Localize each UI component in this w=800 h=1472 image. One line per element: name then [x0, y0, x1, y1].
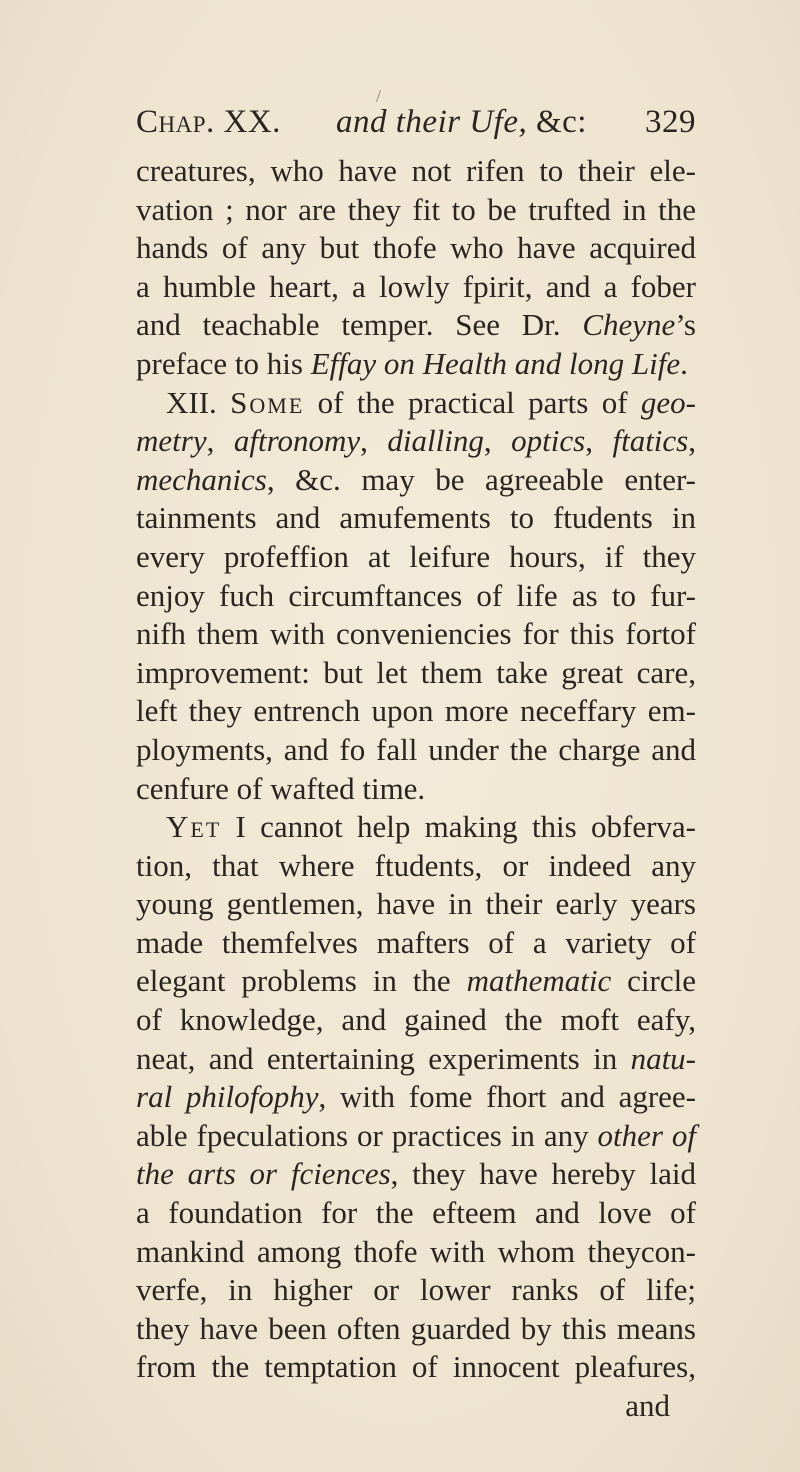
text-line — [136, 422, 696, 461]
text-line — [136, 461, 696, 500]
text-run: a humble heart, a lowly fpirit, and a fober — [136, 268, 696, 304]
text-line — [136, 1078, 696, 1117]
text-run: vation ; nor are they fit to be trufted in the — [136, 191, 696, 227]
text-run: , &c. may be agreeable enter- — [266, 461, 696, 497]
text-line — [136, 384, 696, 423]
text-line — [136, 1348, 696, 1387]
text-run: a foundation for the efteem and love of — [136, 1195, 696, 1231]
text-run: from the temptation of innocent pleafures, — [136, 1349, 696, 1385]
text-run: young gentlemen, have in their early years — [136, 886, 696, 922]
text-line — [136, 306, 696, 345]
text-line — [136, 577, 696, 616]
italic-phrase: ftatics — [612, 423, 689, 459]
text-line — [136, 1233, 696, 1272]
text-line — [136, 847, 696, 886]
text-line — [136, 808, 696, 847]
chapter-label: Chap. XX. — [136, 104, 281, 140]
small-caps-word: Yet — [166, 809, 222, 845]
margin-mark: / — [376, 86, 382, 106]
italic-phrase: mathematic — [466, 963, 612, 999]
italic-phrase: Effay on Health and long Life — [310, 345, 681, 381]
text-run: , — [688, 423, 696, 459]
italic-phrase: Cheyne — [582, 307, 676, 343]
text-run: made themfelves mafters of a variety of — [136, 924, 696, 960]
italic-phrase: dialling — [387, 423, 484, 459]
text-run: , — [206, 423, 234, 459]
text-run: cenfure of wafted time. — [136, 770, 426, 806]
text-line — [136, 1387, 696, 1426]
text-run: left they entrench upon more neceffary em- — [136, 693, 696, 729]
running-header — [136, 92, 696, 152]
text-run: circle — [611, 963, 696, 999]
text-run: verfe, in higher or lower ranks of life; — [136, 1272, 696, 1308]
text-line — [136, 1040, 696, 1079]
text-run: tion, that where ftudents, or indeed any — [136, 847, 696, 883]
text-run: able fpeculations or practices in any — [136, 1117, 598, 1153]
text-run: and teachable temper. See Dr. — [136, 307, 583, 343]
text-line — [136, 1001, 696, 1040]
text-line — [136, 1271, 696, 1310]
text-run: , — [585, 423, 613, 459]
text-run: ’s — [675, 307, 696, 343]
italic-phrase: other of — [597, 1117, 696, 1153]
text-line — [136, 731, 696, 770]
text-run: I cannot help making this obferva- — [221, 809, 696, 845]
text-run: tainments and amufements to ftudents in — [136, 500, 696, 536]
italic-phrase: mechanics — [136, 461, 267, 497]
text-line — [136, 1194, 696, 1233]
text-run: every profeffion at leifure hours, if they — [136, 538, 696, 574]
text-line — [136, 1310, 696, 1349]
text-line — [136, 962, 696, 1001]
text-run: , with fome fhort and agree- — [318, 1079, 696, 1115]
text-run: , — [360, 423, 388, 459]
text-line — [136, 268, 696, 307]
italic-phrase: ral philofophy — [136, 1079, 319, 1115]
text-run: enjoy fuch circumftances of life as to fur- — [136, 577, 696, 613]
text-line — [136, 229, 696, 268]
text-line — [136, 191, 696, 230]
text-line — [136, 152, 696, 191]
text-line — [136, 770, 696, 809]
text-run: hands of any but thofe who have acquired — [136, 230, 696, 266]
text-run: elegant problems in the — [136, 963, 467, 999]
italic-phrase: geo- — [640, 384, 696, 420]
italic-phrase: optics — [511, 423, 586, 459]
running-title-rest: &c: — [527, 104, 587, 140]
italic-phrase: the arts or fciences — [136, 1156, 391, 1192]
text-line — [136, 538, 696, 577]
text-line — [136, 924, 696, 963]
text-line — [136, 654, 696, 693]
small-caps-word: Some — [230, 384, 305, 420]
text-line — [136, 345, 696, 384]
text-line — [136, 615, 696, 654]
text-line — [136, 1117, 696, 1156]
text-run: nifh them with conveniencies for this fortof — [136, 616, 696, 652]
text-run: creatures, who have not rifen to their ele- — [136, 153, 696, 188]
text-run: neat, and entertaining experiments in — [136, 1040, 631, 1076]
text-run: of knowledge, and gained the moft eafy, — [136, 1002, 696, 1038]
text-run: preface to his — [136, 345, 311, 381]
page-number: 329 — [645, 104, 696, 140]
text-run: . — [680, 345, 688, 381]
text-run: XII. — [166, 384, 231, 420]
body-text — [136, 152, 696, 1426]
italic-phrase: natu- — [630, 1040, 696, 1076]
text-run: ployments, and fo fall under the charge and — [136, 731, 696, 767]
italic-phrase: metry — [136, 423, 207, 459]
text-run: they have been often guarded by this means — [136, 1310, 696, 1346]
italic-phrase: aftronomy — [233, 423, 361, 459]
text-line — [136, 1155, 696, 1194]
text-run: , they have hereby laid — [390, 1156, 696, 1192]
text-line — [136, 885, 696, 924]
text-line — [136, 499, 696, 538]
running-title — [336, 92, 587, 152]
text-run: mankind among thofe with whom theycon- — [136, 1233, 696, 1269]
text-run: of the practical parts of — [304, 384, 641, 420]
text-line — [136, 692, 696, 731]
text-run: , — [483, 423, 512, 459]
running-title-italic: and their Ufe, — [336, 104, 528, 140]
text-run: improvement: but let them take great care, — [136, 654, 696, 690]
text-run: and — [625, 1388, 670, 1423]
